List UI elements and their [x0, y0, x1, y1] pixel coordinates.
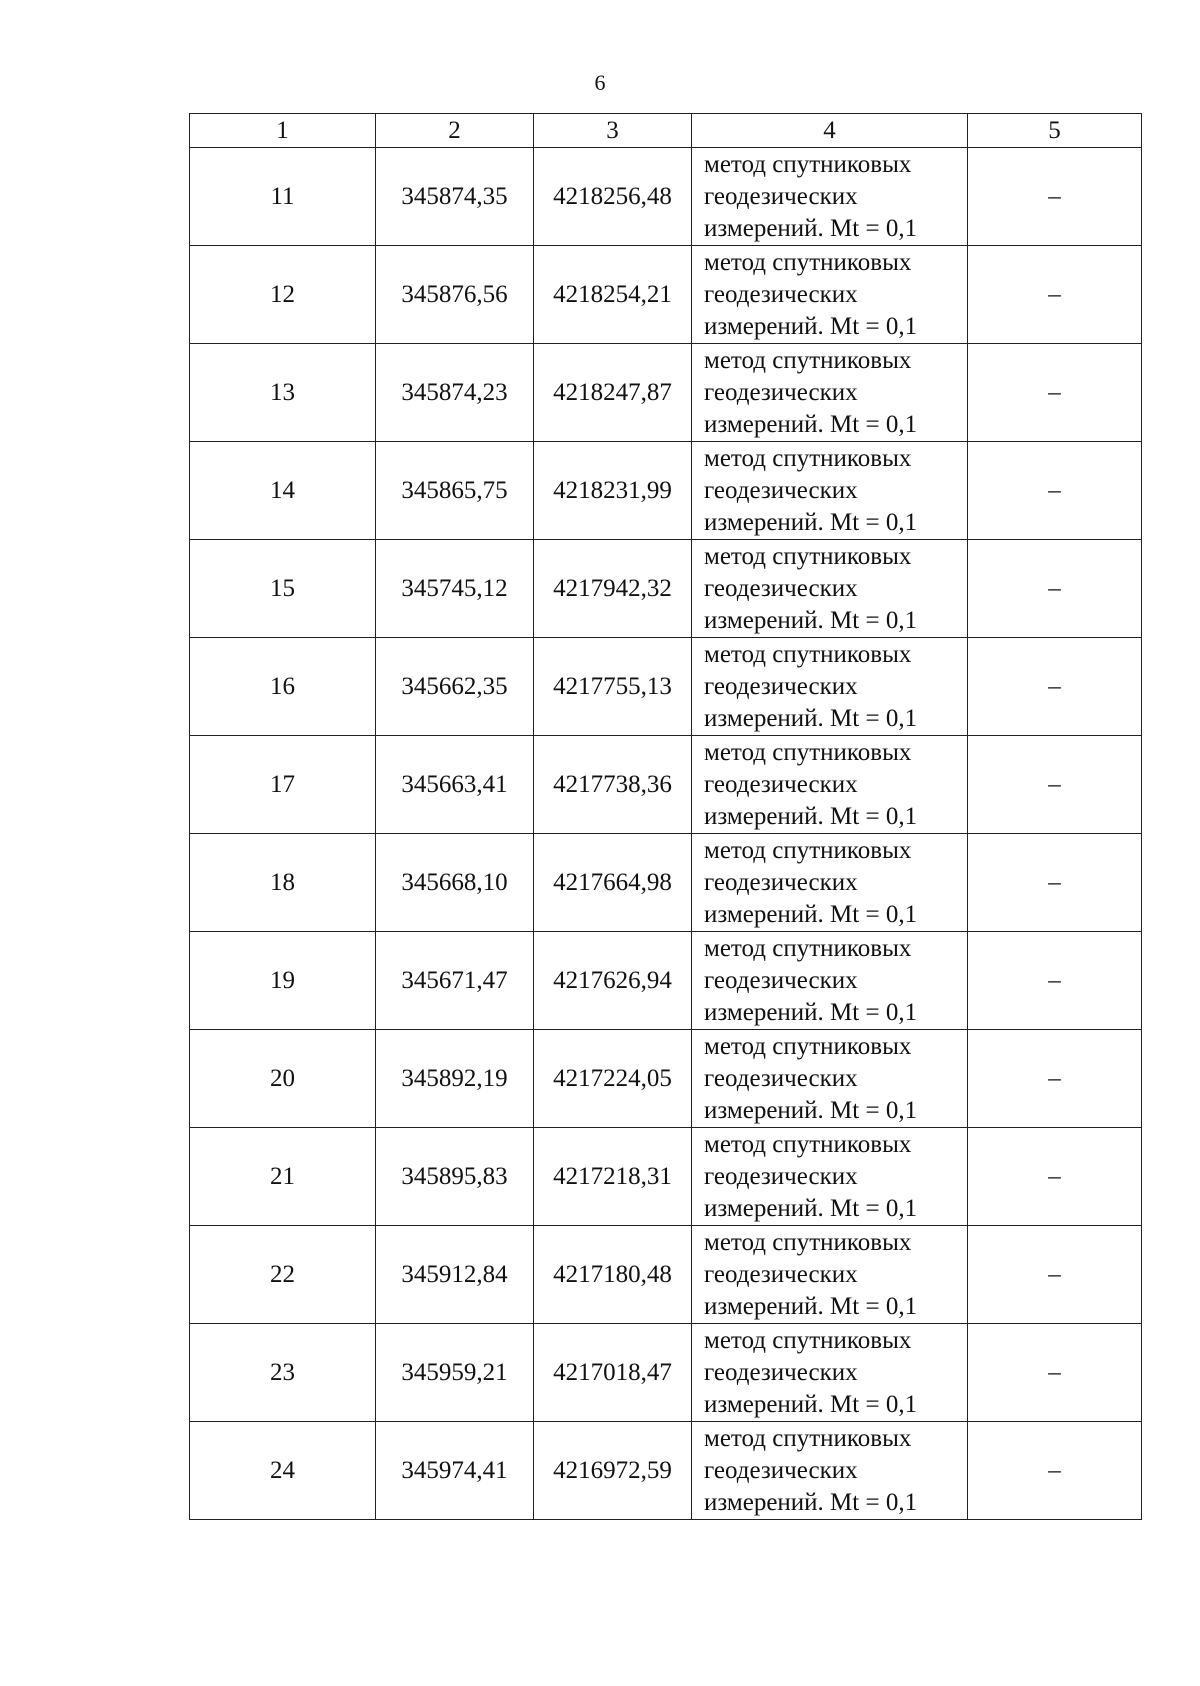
y-coordinate-cell: 4217018,47	[534, 1324, 692, 1422]
method-text-line: измерений. Mt = 0,1	[704, 1390, 918, 1418]
method-text-line: метод спутниковых	[704, 248, 912, 276]
method-text-line: измерений. Mt = 0,1	[704, 1488, 918, 1516]
point-number-cell: 23	[190, 1324, 376, 1422]
coordinates-table	[189, 113, 1142, 1520]
method-text-line: геодезических	[704, 378, 858, 406]
method-text-line: метод спутниковых	[704, 1130, 912, 1158]
note-cell: –	[968, 442, 1142, 540]
y-coordinate-cell: 4217664,98	[534, 834, 692, 932]
header-col-2: 2	[376, 114, 534, 148]
table-header	[190, 114, 1142, 148]
header-col-5: 5	[968, 114, 1142, 148]
method-text-line: метод спутниковых	[704, 542, 912, 570]
x-coordinate-cell: 345974,41	[376, 1422, 534, 1520]
method-text-line: метод спутниковых	[704, 640, 912, 668]
method-text-line: геодезических	[704, 1162, 858, 1190]
method-text-line: измерений. Mt = 0,1	[704, 410, 918, 438]
method-text-line: метод спутниковых	[704, 1032, 912, 1060]
method-text-line: метод спутниковых	[704, 934, 912, 962]
table-row	[190, 834, 1142, 932]
x-coordinate-cell: 345671,47	[376, 932, 534, 1030]
y-coordinate-cell: 4217180,48	[534, 1226, 692, 1324]
note-cell: –	[968, 932, 1142, 1030]
table-row	[190, 1030, 1142, 1128]
point-number-cell: 24	[190, 1422, 376, 1520]
method-text-line: измерений. Mt = 0,1	[704, 802, 918, 830]
method-text-line: геодезических	[704, 182, 858, 210]
note-cell: –	[968, 1030, 1142, 1128]
table-row	[190, 148, 1142, 246]
header-col-1: 1	[190, 114, 376, 148]
method-text-line: геодезических	[704, 476, 858, 504]
note-cell: –	[968, 344, 1142, 442]
x-coordinate-cell: 345892,19	[376, 1030, 534, 1128]
method-text-line: измерений. Mt = 0,1	[704, 312, 918, 340]
note-cell: –	[968, 246, 1142, 344]
note-cell: –	[968, 736, 1142, 834]
y-coordinate-cell: 4218231,99	[534, 442, 692, 540]
y-coordinate-cell: 4216972,59	[534, 1422, 692, 1520]
point-number-cell: 15	[190, 540, 376, 638]
y-coordinate-cell: 4218254,21	[534, 246, 692, 344]
x-coordinate-cell: 345876,56	[376, 246, 534, 344]
y-coordinate-cell: 4218247,87	[534, 344, 692, 442]
method-cell	[692, 442, 968, 540]
method-cell	[692, 638, 968, 736]
method-text-line: геодезических	[704, 966, 858, 994]
x-coordinate-cell: 345874,35	[376, 148, 534, 246]
method-text-line: измерений. Mt = 0,1	[704, 900, 918, 928]
method-cell	[692, 148, 968, 246]
note-cell: –	[968, 1226, 1142, 1324]
table-row	[190, 932, 1142, 1030]
method-text-line: геодезических	[704, 574, 858, 602]
method-cell	[692, 1128, 968, 1226]
note-cell: –	[968, 1128, 1142, 1226]
table-row	[190, 1324, 1142, 1422]
method-text-line: измерений. Mt = 0,1	[704, 508, 918, 536]
method-text-line: геодезических	[704, 1064, 858, 1092]
x-coordinate-cell: 345745,12	[376, 540, 534, 638]
method-cell	[692, 540, 968, 638]
y-coordinate-cell: 4217738,36	[534, 736, 692, 834]
table-row	[190, 442, 1142, 540]
point-number-cell: 18	[190, 834, 376, 932]
method-text-line: метод спутниковых	[704, 1228, 912, 1256]
x-coordinate-cell: 345959,21	[376, 1324, 534, 1422]
y-coordinate-cell: 4217942,32	[534, 540, 692, 638]
table-row	[190, 736, 1142, 834]
method-text-line: метод спутниковых	[704, 836, 912, 864]
method-cell	[692, 1422, 968, 1520]
method-text-line: геодезических	[704, 1260, 858, 1288]
table-row	[190, 1128, 1142, 1226]
note-cell: –	[968, 1324, 1142, 1422]
point-number-cell: 22	[190, 1226, 376, 1324]
method-cell	[692, 344, 968, 442]
method-cell	[692, 736, 968, 834]
note-cell: –	[968, 1422, 1142, 1520]
x-coordinate-cell: 345912,84	[376, 1226, 534, 1324]
x-coordinate-cell: 345865,75	[376, 442, 534, 540]
x-coordinate-cell: 345895,83	[376, 1128, 534, 1226]
point-number-cell: 11	[190, 148, 376, 246]
header-col-3: 3	[534, 114, 692, 148]
method-text-line: метод спутниковых	[704, 1326, 912, 1354]
point-number-cell: 21	[190, 1128, 376, 1226]
method-text-line: измерений. Mt = 0,1	[704, 1292, 918, 1320]
x-coordinate-cell: 345663,41	[376, 736, 534, 834]
x-coordinate-cell: 345874,23	[376, 344, 534, 442]
method-text-line: геодезических	[704, 868, 858, 896]
method-text-line: измерений. Mt = 0,1	[704, 606, 918, 634]
page-number: 6	[594, 70, 606, 95]
method-text-line: измерений. Mt = 0,1	[704, 1194, 918, 1222]
method-text-line: геодезических	[704, 280, 858, 308]
note-cell: –	[968, 148, 1142, 246]
method-text-line: геодезических	[704, 1456, 858, 1484]
method-text-line: метод спутниковых	[704, 150, 912, 178]
point-number-cell: 19	[190, 932, 376, 1030]
point-number-cell: 14	[190, 442, 376, 540]
method-text-line: геодезических	[704, 1358, 858, 1386]
point-number-cell: 20	[190, 1030, 376, 1128]
method-cell	[692, 1324, 968, 1422]
y-coordinate-cell: 4217755,13	[534, 638, 692, 736]
method-text-line: измерений. Mt = 0,1	[704, 214, 918, 242]
table-row	[190, 246, 1142, 344]
point-number-cell: 17	[190, 736, 376, 834]
method-cell	[692, 1226, 968, 1324]
y-coordinate-cell: 4217224,05	[534, 1030, 692, 1128]
y-coordinate-cell: 4218256,48	[534, 148, 692, 246]
method-text-line: измерений. Mt = 0,1	[704, 1096, 918, 1124]
method-text-line: измерений. Mt = 0,1	[704, 704, 918, 732]
table-row	[190, 540, 1142, 638]
table-body	[190, 148, 1142, 1520]
method-cell	[692, 246, 968, 344]
table-row	[190, 1226, 1142, 1324]
header-col-4: 4	[692, 114, 968, 148]
y-coordinate-cell: 4217626,94	[534, 932, 692, 1030]
method-text-line: метод спутниковых	[704, 444, 912, 472]
method-text-line: геодезических	[704, 672, 858, 700]
point-number-cell: 13	[190, 344, 376, 442]
point-number-cell: 12	[190, 246, 376, 344]
method-cell	[692, 834, 968, 932]
point-number-cell: 16	[190, 638, 376, 736]
method-text-line: геодезических	[704, 770, 858, 798]
header-row	[190, 114, 1142, 148]
x-coordinate-cell: 345662,35	[376, 638, 534, 736]
method-cell	[692, 932, 968, 1030]
note-cell: –	[968, 638, 1142, 736]
y-coordinate-cell: 4217218,31	[534, 1128, 692, 1226]
method-text-line: метод спутниковых	[704, 1424, 912, 1452]
x-coordinate-cell: 345668,10	[376, 834, 534, 932]
table-row	[190, 344, 1142, 442]
method-cell	[692, 1030, 968, 1128]
note-cell: –	[968, 540, 1142, 638]
method-text-line: метод спутниковых	[704, 346, 912, 374]
note-cell: –	[968, 834, 1142, 932]
method-text-line: измерений. Mt = 0,1	[704, 998, 918, 1026]
table-row	[190, 638, 1142, 736]
table-row	[190, 1422, 1142, 1520]
method-text-line: метод спутниковых	[704, 738, 912, 766]
